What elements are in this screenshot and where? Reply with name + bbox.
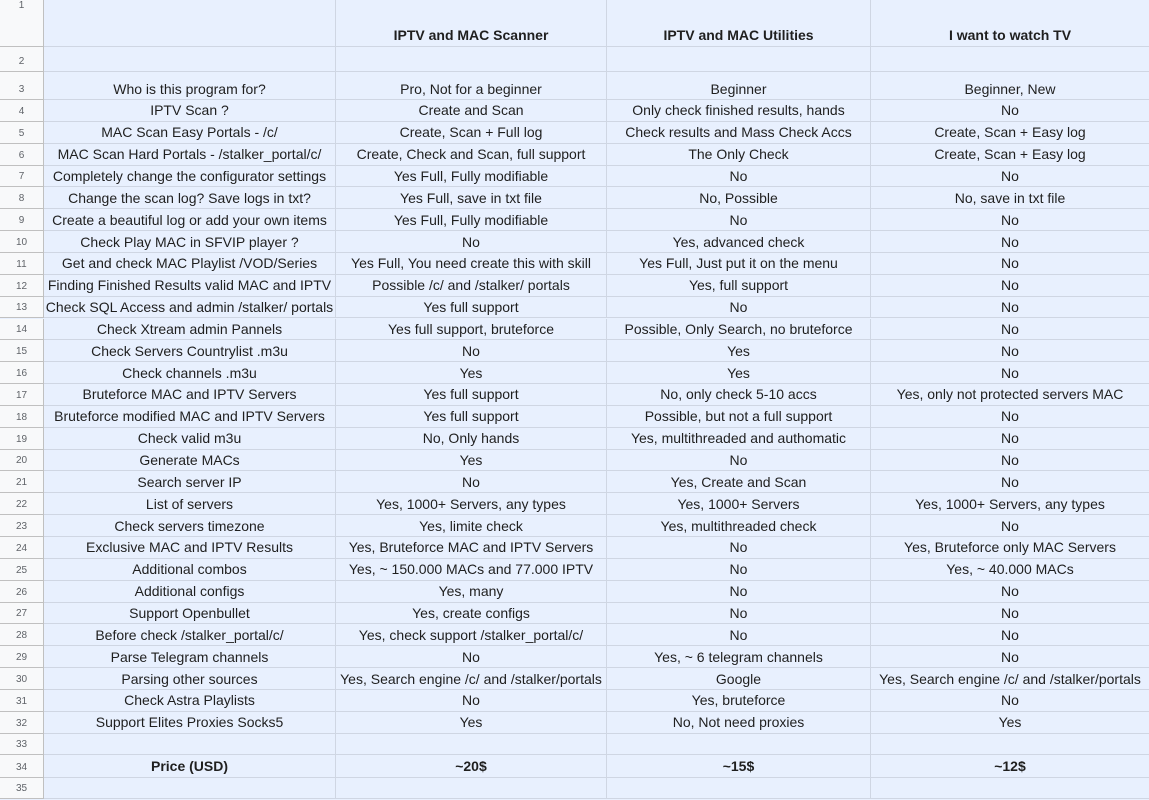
sheet-row xyxy=(0,668,1149,690)
feature-cell[interactable]: Who is this program for? xyxy=(44,72,336,100)
value-cell[interactable]: Beginner xyxy=(607,72,871,100)
row-number[interactable]: 20 xyxy=(0,450,44,472)
value-cell[interactable]: Yes, multithreaded and authomatic xyxy=(607,428,871,450)
value-cell[interactable]: Yes, multithreaded check xyxy=(607,515,871,537)
value-cell[interactable]: ~15$ xyxy=(607,755,871,778)
row-number[interactable]: 1 xyxy=(0,0,44,47)
sheet-row xyxy=(0,297,1149,319)
value-cell[interactable]: No xyxy=(871,253,1149,275)
value-cell[interactable]: Check results and Mass Check Accs xyxy=(607,122,871,144)
feature-cell[interactable]: MAC Scan Easy Portals - /c/ xyxy=(44,122,336,144)
feature-cell[interactable]: Bruteforce MAC and IPTV Servers xyxy=(44,384,336,406)
sheet-row xyxy=(0,603,1149,625)
value-cell[interactable] xyxy=(336,47,607,72)
value-cell[interactable]: No, only check 5-10 accs xyxy=(607,384,871,406)
value-cell[interactable]: No xyxy=(607,624,871,646)
value-cell[interactable]: Yes, bruteforce xyxy=(607,690,871,712)
value-cell[interactable]: Create, Scan + Full log xyxy=(336,122,607,144)
value-cell[interactable]: Yes full support xyxy=(336,297,607,319)
value-cell[interactable]: Yes Full, save in txt file xyxy=(336,187,607,209)
feature-cell[interactable]: Support Elites Proxies Socks5 xyxy=(44,712,336,734)
value-cell[interactable]: Yes, ~ 40.000 MACs xyxy=(871,559,1149,581)
feature-cell[interactable]: Finding Finished Results valid MAC and IPTV xyxy=(44,275,336,297)
row-number[interactable]: 12 xyxy=(0,275,44,297)
row-number[interactable]: 34 xyxy=(0,755,44,778)
feature-cell[interactable]: Check SQL Access and admin /stalker/ portals xyxy=(44,297,336,319)
value-cell[interactable]: No xyxy=(871,319,1149,341)
value-cell[interactable]: Yes, full support xyxy=(607,275,871,297)
feature-cell[interactable]: Check channels .m3u xyxy=(44,362,336,384)
feature-cell[interactable]: MAC Scan Hard Portals - /stalker_portal/c/ xyxy=(44,144,336,166)
row-number[interactable]: 33 xyxy=(0,734,44,755)
value-cell[interactable]: No xyxy=(871,471,1149,493)
value-cell[interactable]: Create and Scan xyxy=(336,100,607,122)
row-number[interactable]: 23 xyxy=(0,515,44,537)
row-number[interactable]: 18 xyxy=(0,406,44,428)
value-cell[interactable] xyxy=(871,778,1149,800)
value-cell[interactable]: No xyxy=(871,515,1149,537)
sheet-row xyxy=(0,778,1149,800)
feature-cell[interactable] xyxy=(44,778,336,800)
feature-cell[interactable]: Completely change the configurator settings xyxy=(44,166,336,188)
value-cell[interactable]: ~12$ xyxy=(871,755,1149,778)
sheet-row xyxy=(0,166,1149,188)
value-cell[interactable]: Yes, advanced check xyxy=(607,231,871,253)
value-cell[interactable]: No xyxy=(871,297,1149,319)
sheet-row xyxy=(0,319,1149,341)
feature-cell[interactable]: List of servers xyxy=(44,493,336,515)
sheet-row xyxy=(0,493,1149,515)
row-number[interactable]: 15 xyxy=(0,340,44,362)
sheet-row xyxy=(0,187,1149,209)
value-cell[interactable]: Yes, Bruteforce only MAC Servers xyxy=(871,537,1149,559)
row-number[interactable]: 30 xyxy=(0,668,44,690)
sheet-row xyxy=(0,340,1149,362)
value-cell[interactable] xyxy=(871,47,1149,72)
value-cell[interactable]: Yes Full, You need create this with skill xyxy=(336,253,607,275)
sheet-row xyxy=(0,734,1149,755)
sheet-row xyxy=(0,515,1149,537)
sheet-row xyxy=(0,72,1149,100)
feature-cell[interactable]: Exclusive MAC and IPTV Results xyxy=(44,537,336,559)
value-cell[interactable]: Yes xyxy=(871,712,1149,734)
feature-cell[interactable] xyxy=(44,47,336,72)
feature-cell[interactable] xyxy=(44,0,336,47)
sheet-row xyxy=(0,537,1149,559)
sheet-row xyxy=(0,450,1149,472)
row-number[interactable]: 2 xyxy=(0,47,44,72)
value-cell[interactable] xyxy=(607,47,871,72)
value-cell[interactable] xyxy=(607,734,871,755)
value-cell[interactable]: No, save in txt file xyxy=(871,187,1149,209)
value-cell[interactable]: No xyxy=(871,100,1149,122)
sheet-row xyxy=(0,624,1149,646)
row-number[interactable]: 24 xyxy=(0,537,44,559)
row-number[interactable]: 6 xyxy=(0,144,44,166)
sheet-row xyxy=(0,100,1149,122)
sheet-row xyxy=(0,47,1149,72)
feature-cell[interactable]: Additional configs xyxy=(44,581,336,603)
feature-cell[interactable]: Bruteforce modified MAC and IPTV Servers xyxy=(44,406,336,428)
value-cell[interactable] xyxy=(336,778,607,800)
value-cell[interactable]: Possible, Only Search, no bruteforce xyxy=(607,319,871,341)
value-cell[interactable]: No xyxy=(607,297,871,319)
value-cell[interactable]: No xyxy=(871,209,1149,231)
row-number[interactable]: 35 xyxy=(0,778,44,800)
value-cell[interactable]: No xyxy=(607,537,871,559)
value-cell[interactable]: Possible, but not a full support xyxy=(607,406,871,428)
value-cell[interactable]: No xyxy=(871,340,1149,362)
value-cell[interactable]: No xyxy=(871,603,1149,625)
row-number[interactable]: 5 xyxy=(0,122,44,144)
sheet-row xyxy=(0,646,1149,668)
sheet-row xyxy=(0,253,1149,275)
value-cell[interactable]: Only check finished results, hands xyxy=(607,100,871,122)
row-number[interactable]: 8 xyxy=(0,187,44,209)
feature-cell[interactable]: Check Xtream admin Pannels xyxy=(44,319,336,341)
sheet-row xyxy=(0,428,1149,450)
value-cell[interactable]: No xyxy=(871,166,1149,188)
value-cell[interactable]: Yes, Search engine /c/ and /stalker/portals xyxy=(871,668,1149,690)
row-number[interactable]: 7 xyxy=(0,166,44,188)
value-cell[interactable]: Yes, ~ 6 telegram channels xyxy=(607,646,871,668)
row-number[interactable]: 29 xyxy=(0,646,44,668)
sheet-row xyxy=(0,559,1149,581)
feature-cell[interactable]: Get and check MAC Playlist /VOD/Series xyxy=(44,253,336,275)
value-cell[interactable]: Yes, limite check xyxy=(336,515,607,537)
value-cell[interactable]: No, Possible xyxy=(607,187,871,209)
row-number[interactable]: 31 xyxy=(0,690,44,712)
feature-cell[interactable]: Check Astra Playlists xyxy=(44,690,336,712)
row-number[interactable]: 19 xyxy=(0,428,44,450)
row-number[interactable]: 4 xyxy=(0,100,44,122)
sheet-row xyxy=(0,231,1149,253)
value-cell[interactable]: Yes full support xyxy=(336,406,607,428)
value-cell[interactable]: Yes, Bruteforce MAC and IPTV Servers xyxy=(336,537,607,559)
value-cell[interactable]: No xyxy=(871,406,1149,428)
sheet-row xyxy=(0,755,1149,778)
value-cell[interactable]: No xyxy=(607,603,871,625)
row-number[interactable]: 22 xyxy=(0,493,44,515)
value-cell[interactable]: Yes, 1000+ Servers, any types xyxy=(336,493,607,515)
value-cell[interactable]: Create, Scan + Easy log xyxy=(871,144,1149,166)
feature-cell[interactable]: Change the scan log? Save logs in txt? xyxy=(44,187,336,209)
feature-cell[interactable]: Check Play MAC in SFVIP player ? xyxy=(44,231,336,253)
row-number[interactable]: 11 xyxy=(0,253,44,275)
value-cell[interactable]: No xyxy=(336,471,607,493)
sheet-row xyxy=(0,209,1149,231)
row-number[interactable]: 13 xyxy=(0,297,44,319)
feature-cell[interactable]: Check valid m3u xyxy=(44,428,336,450)
feature-cell[interactable]: Additional combos xyxy=(44,559,336,581)
value-cell[interactable]: No xyxy=(336,646,607,668)
value-cell[interactable]: IPTV and MAC Utilities xyxy=(607,0,871,47)
value-cell[interactable]: Yes xyxy=(336,712,607,734)
row-number[interactable]: 10 xyxy=(0,231,44,253)
value-cell[interactable]: Yes xyxy=(336,450,607,472)
feature-cell[interactable]: Create a beautiful log or add your own items xyxy=(44,209,336,231)
value-cell[interactable]: No xyxy=(607,450,871,472)
value-cell[interactable]: Yes, many xyxy=(336,581,607,603)
row-number[interactable]: 26 xyxy=(0,581,44,603)
value-cell[interactable]: Google xyxy=(607,668,871,690)
value-cell[interactable]: No xyxy=(871,581,1149,603)
value-cell[interactable]: No xyxy=(871,646,1149,668)
value-cell[interactable]: Yes, Search engine /c/ and /stalker/portals xyxy=(336,668,607,690)
value-cell[interactable]: Yes Full, Fully modifiable xyxy=(336,209,607,231)
value-cell[interactable]: No xyxy=(607,581,871,603)
row-number[interactable]: 16 xyxy=(0,362,44,384)
value-cell[interactable] xyxy=(871,734,1149,755)
value-cell[interactable]: No xyxy=(607,166,871,188)
row-number[interactable]: 17 xyxy=(0,384,44,406)
feature-cell[interactable]: Before check /stalker_portal/c/ xyxy=(44,624,336,646)
feature-cell[interactable]: Price (USD) xyxy=(44,755,336,778)
sheet-row xyxy=(0,122,1149,144)
value-cell[interactable]: The Only Check xyxy=(607,144,871,166)
value-cell[interactable]: Yes Full, Fully modifiable xyxy=(336,166,607,188)
value-cell[interactable]: No xyxy=(871,450,1149,472)
row-number[interactable]: 21 xyxy=(0,471,44,493)
value-cell[interactable] xyxy=(336,734,607,755)
value-cell[interactable]: Yes Full, Just put it on the menu xyxy=(607,253,871,275)
value-cell[interactable]: Yes xyxy=(336,362,607,384)
row-number[interactable]: 28 xyxy=(0,624,44,646)
value-cell[interactable]: No xyxy=(871,231,1149,253)
feature-cell[interactable]: IPTV Scan ? xyxy=(44,100,336,122)
value-cell[interactable] xyxy=(607,778,871,800)
value-cell[interactable]: No xyxy=(871,275,1149,297)
sheet-row xyxy=(0,406,1149,428)
row-number[interactable]: 27 xyxy=(0,603,44,625)
value-cell[interactable]: No, Not need proxies xyxy=(607,712,871,734)
value-cell[interactable]: No xyxy=(336,340,607,362)
value-cell[interactable]: No xyxy=(871,690,1149,712)
value-cell[interactable]: Create, Check and Scan, full support xyxy=(336,144,607,166)
feature-cell[interactable]: Parsing other sources xyxy=(44,668,336,690)
value-cell[interactable]: No xyxy=(336,231,607,253)
row-number[interactable]: 25 xyxy=(0,559,44,581)
feature-cell[interactable]: Support Openbullet xyxy=(44,603,336,625)
value-cell[interactable]: IPTV and MAC Scanner xyxy=(336,0,607,47)
value-cell[interactable]: Yes, check support /stalker_portal/c/ xyxy=(336,624,607,646)
feature-cell[interactable]: Generate MACs xyxy=(44,450,336,472)
value-cell[interactable]: Yes, only not protected servers MAC xyxy=(871,384,1149,406)
value-cell[interactable]: Yes, 1000+ Servers, any types xyxy=(871,493,1149,515)
sheet-row xyxy=(0,275,1149,297)
value-cell[interactable]: Yes xyxy=(607,362,871,384)
row-number[interactable]: 9 xyxy=(0,209,44,231)
value-cell[interactable]: No xyxy=(871,362,1149,384)
feature-cell[interactable]: Search server IP xyxy=(44,471,336,493)
value-cell[interactable]: No xyxy=(336,690,607,712)
value-cell[interactable]: ~20$ xyxy=(336,755,607,778)
row-number[interactable]: 14 xyxy=(0,319,44,341)
value-cell[interactable]: I want to watch TV xyxy=(871,0,1149,47)
value-cell[interactable]: Pro, Not for a beginner xyxy=(336,72,607,100)
value-cell[interactable]: Yes full support xyxy=(336,384,607,406)
sheet-row xyxy=(0,362,1149,384)
value-cell[interactable]: Possible /c/ and /stalker/ portals xyxy=(336,275,607,297)
value-cell[interactable]: Yes, 1000+ Servers xyxy=(607,493,871,515)
sheet-row xyxy=(0,0,1149,47)
value-cell[interactable]: Yes xyxy=(607,340,871,362)
sheet-row xyxy=(0,471,1149,493)
feature-cell[interactable]: Check servers timezone xyxy=(44,515,336,537)
value-cell[interactable]: Yes, ~ 150.000 MACs and 77.000 IPTV xyxy=(336,559,607,581)
sheet-row xyxy=(0,144,1149,166)
value-cell[interactable]: Yes full support, bruteforce xyxy=(336,319,607,341)
row-number[interactable]: 32 xyxy=(0,712,44,734)
feature-cell[interactable] xyxy=(44,734,336,755)
value-cell[interactable]: No xyxy=(871,428,1149,450)
value-cell[interactable]: Yes, create configs xyxy=(336,603,607,625)
value-cell[interactable]: No xyxy=(607,559,871,581)
feature-cell[interactable]: Check Servers Countrylist .m3u xyxy=(44,340,336,362)
value-cell[interactable]: No, Only hands xyxy=(336,428,607,450)
sheet-row xyxy=(0,384,1149,406)
value-cell[interactable]: Yes, Create and Scan xyxy=(607,471,871,493)
value-cell[interactable]: Beginner, New xyxy=(871,72,1149,100)
feature-cell[interactable]: Parse Telegram channels xyxy=(44,646,336,668)
value-cell[interactable]: Create, Scan + Easy log xyxy=(871,122,1149,144)
sheet-row xyxy=(0,712,1149,734)
value-cell[interactable]: No xyxy=(607,209,871,231)
value-cell[interactable]: No xyxy=(871,624,1149,646)
sheet-row xyxy=(0,581,1149,603)
row-number[interactable]: 3 xyxy=(0,72,44,100)
sheet-row xyxy=(0,690,1149,712)
